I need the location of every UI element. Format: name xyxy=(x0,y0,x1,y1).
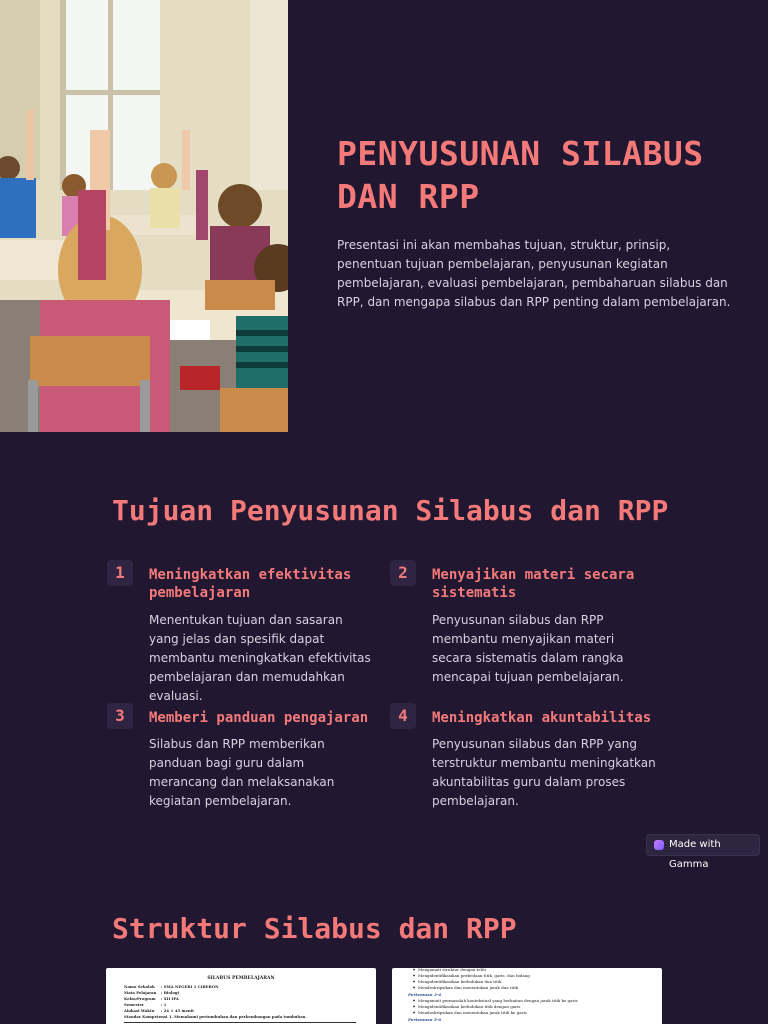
doc1-key-2: Kelas/Program xyxy=(124,996,156,1001)
goal-heading-4: Meningkatkan akuntabilitas xyxy=(432,710,652,726)
doc2-line2-2: Mendeskripsikan dan menentukan jarak titik ke garis xyxy=(418,1010,527,1015)
doc1-footer: Standar Kompetensi 1. Memahami pertumbuhan dan perkembangan pada tumbuhan. xyxy=(124,1014,307,1019)
doc2-line2-1: Mengidentifikasikan kedudukan titik dengan garis xyxy=(418,1004,521,1009)
doc1-key-3: Semester xyxy=(124,1002,144,1007)
goal-heading-3: Memberi panduan pengajaran xyxy=(149,710,369,726)
made-with-gamma-badge[interactable] xyxy=(646,834,760,870)
doc1-val-0: : SMA NEGERI 1 CIREBON xyxy=(161,984,219,989)
goal-body-3: Silabus dan RPP memberikan panduan bagi guru dalam merancang dan melaksanakan kegiatan pembelajaran. xyxy=(149,737,335,808)
classroom-photo xyxy=(0,0,288,432)
doc1-val-1: : Biologi xyxy=(161,990,179,995)
doc1-val-2: : XII IPA xyxy=(161,996,179,1001)
doc1-heading: SILABUS PEMBELAJARAN xyxy=(207,976,275,981)
doc2-meeting-1: Pertemuan 3-4 xyxy=(408,992,442,997)
doc2-line-3: Mendeskripsikan dan menentukan jarak dua titik xyxy=(418,985,519,990)
goal-heading-2: Menyajikan materi secara sistematis xyxy=(432,567,635,601)
gamma-logo-icon xyxy=(654,840,664,850)
doc2-line2-0: Mengamati permasalah kontekstual yang berkaitan dengan jarak titik ke garis xyxy=(418,998,578,1003)
doc1-key-0: Nama Sekolah xyxy=(124,984,155,989)
doc2-line-1: Mengidentifikasikan perbedaan titik, garis, dan bidang xyxy=(418,973,530,978)
doc1-key-4: Alokasi Waktu xyxy=(124,1008,155,1013)
doc2-meeting-2: Pertemuan 5-6 xyxy=(408,1017,442,1022)
goal-body-4: Penyusunan silabus dan RPP yang terstruktur membantu meningkatkan akuntabilitas guru dalam proses pembelajaran. xyxy=(432,737,656,808)
made-with-gamma-label: Made with Gamma xyxy=(669,839,721,870)
doc1-key-1: Mata Pelajaran xyxy=(124,990,157,995)
goal-heading-1: Meningkatkan efektivitas pembelajaran xyxy=(149,567,352,601)
silabus-document-thumbnail xyxy=(106,968,376,1024)
goal-body-1: Menentukan tujuan dan sasaran yang jelas dan spesifik dapat membantu meningkatkan efektivitas pembelajaran dan memudahkan evaluasi. xyxy=(149,613,371,703)
goal-number-2: 2 xyxy=(390,560,416,586)
doc1-val-3: : 1 xyxy=(161,1002,167,1007)
structure-section-title: Struktur Silabus dan RPP xyxy=(112,912,517,945)
rpp-document-thumbnail xyxy=(392,968,662,1024)
doc2-line-0: Mengamati struktur dengan teliti xyxy=(418,968,486,972)
goal-number-3: 3 xyxy=(107,703,133,729)
doc1-val-4: : 24 × 45 menit xyxy=(161,1008,194,1013)
goal-number-1: 1 xyxy=(107,560,133,586)
presentation-description: Presentasi ini akan membahas tujuan, struktur, prinsip, penentuan tujuan pembelajaran, penyusunan kegiatan pembelajaran, evaluasi pembelajaran, pembaharuan silabus dan RPP, dan mengapa silabus dan RPP penting dalam pembelajaran. xyxy=(337,238,731,309)
presentation-title: PENYUSUNAN SILABUS DAN RPP xyxy=(337,134,704,216)
doc2-line-2: Mengidentifikasikan kedudukan dua titik xyxy=(418,979,502,984)
goal-number-4: 4 xyxy=(390,703,416,729)
goal-body-2: Penyusunan silabus dan RPP membantu menyajikan materi secara sistematis dalam rangka mencapai tujuan pembelajaran. xyxy=(432,613,624,684)
goals-section-title: Tujuan Penyusunan Silabus dan RPP xyxy=(112,494,669,527)
